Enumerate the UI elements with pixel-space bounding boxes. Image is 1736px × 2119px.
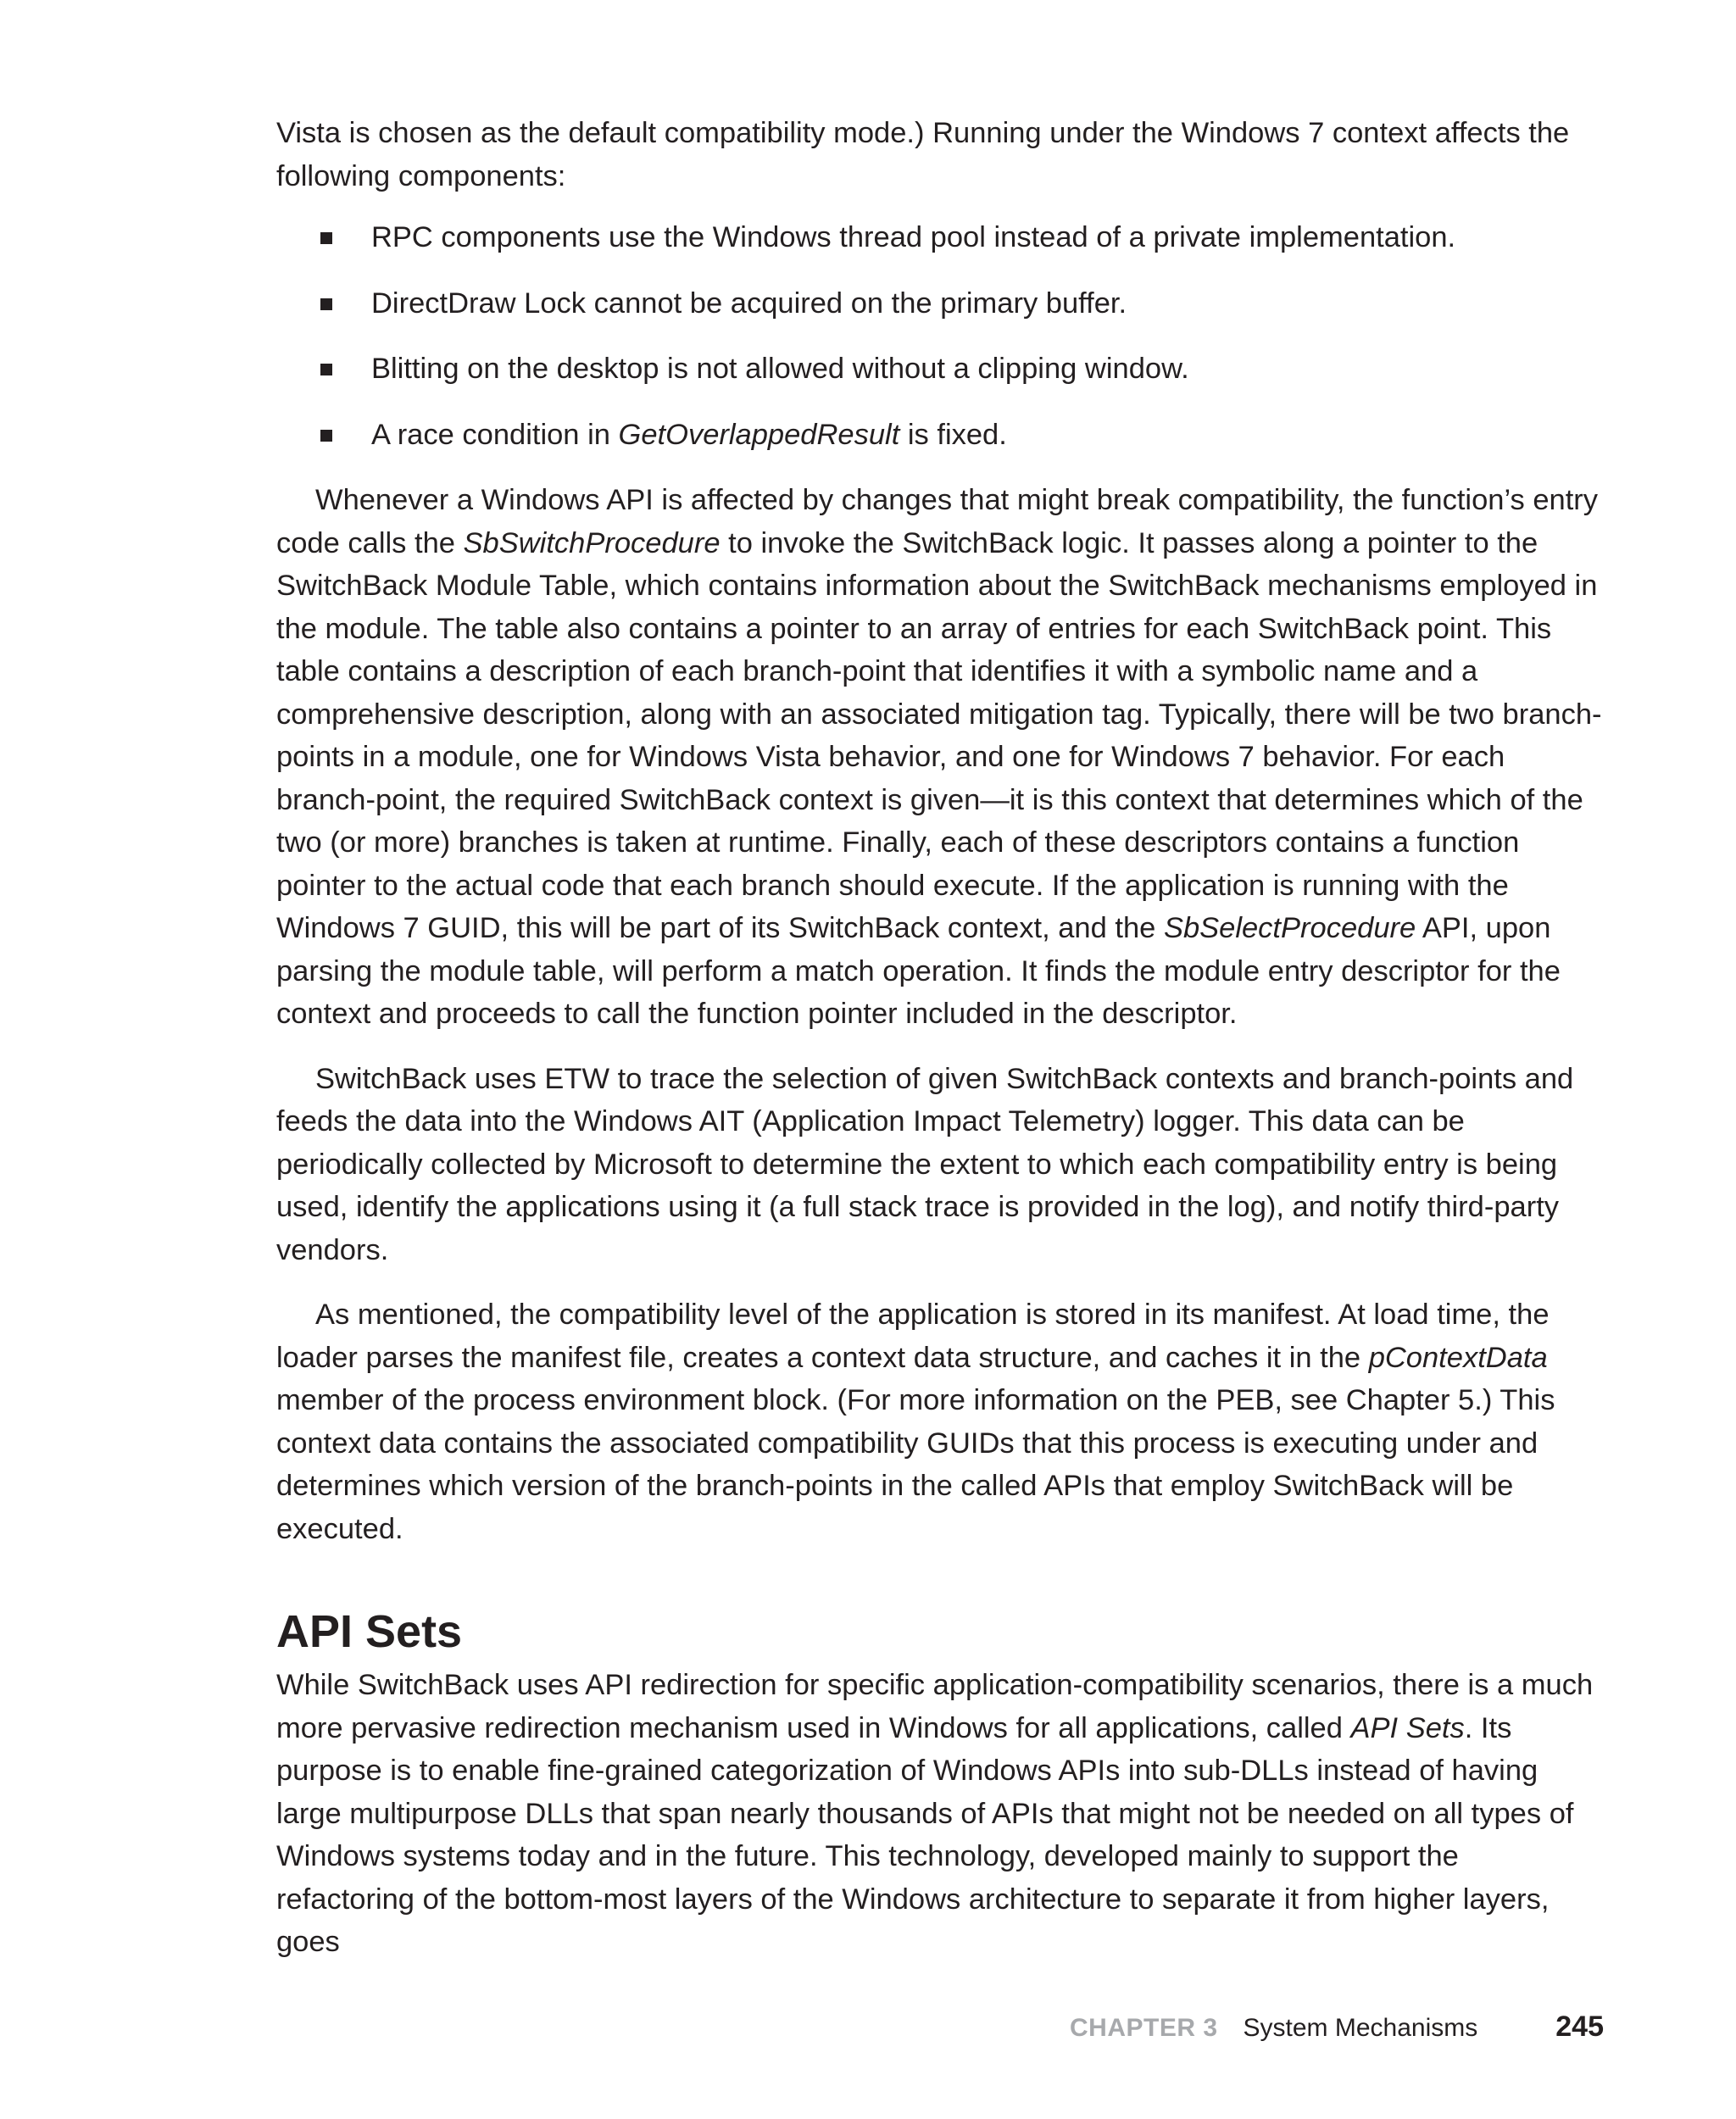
square-bullet-icon: [320, 232, 332, 244]
list-item: A race condition in GetOverlappedResult is fixed.: [276, 414, 1604, 457]
square-bullet-icon: [320, 364, 332, 375]
switchback-procedure-paragraph: Whenever a Windows API is affected by changes that might break compatibility, the function’s entry code calls the SbSwitchProcedure to invoke the SwitchBack logic. It passes along a pointer to the SwitchBack Module Table, which contains information about the SwitchBack mechanisms employed in the module. The table also contains a pointer to an array of entries for each SwitchBack point. This table contains a description of each branch-point that identifies it with a symbolic name and a comprehensive description, along with an associated mitigation tag. Typically, there will be two branch-points in a module, one for Windows Vista behavior, and one for Windows 7 behavior. For each branch-point, the required SwitchBack context is given—it is this context that determines which of the two (or more) branches is taken at runtime. Finally, each of these descriptors contains a function pointer to the actual code that each branch should execute. If the application is running with the Windows 7 GUID, this will be part of its SwitchBack context, and the SbSelectProcedure API, upon parsing the module table, will perform a match operation. It finds the module entry descriptor for the context and proceeds to call the function pointer included in the descriptor.: [276, 484, 1602, 1030]
intro-paragraph: Vista is chosen as the default compatibility mode.) Running under the Windows 7 context affects the following components:: [276, 117, 1570, 192]
list-item: Blitting on the desktop is not allowed without a clipping window.: [276, 348, 1604, 391]
square-bullet-icon: [320, 430, 332, 442]
square-bullet-icon: [320, 298, 332, 310]
page-body: [276, 112, 1604, 1986]
list-item: RPC components use the Windows thread pool instead of a private implementation.: [276, 216, 1604, 259]
page-number: 245: [1555, 2011, 1604, 2043]
page-footer: [1070, 2011, 1604, 2053]
switchback-etw-paragraph: SwitchBack uses ETW to trace the selection of given SwitchBack contexts and branch-points and feeds the data into the Windows AIT (Application Impact Telemetry) logger. This data can be periodically collected by Microsoft to determine the extent to which each compatibility entry is being used, identify the applications using it (a full stack trace is provided in the log), and notify third-party vendors.: [276, 1062, 1574, 1266]
api-sets-paragraph: While SwitchBack uses API redirection for specific application-compatibility scenarios, there is a much more pervasive redirection mechanism used in Windows for all applications, called API Sets. Its purpose is to enable fine-grained categorization of Windows APIs into sub-DLLs instead of having large multipurpose DLLs that span nearly thousands of APIs that might not be needed on all types of Windows systems today and in the future. This technology, developed mainly to support the refactoring of the bottom-most layers of the Windows architecture to separate it from higher layers, goes: [276, 1669, 1594, 1958]
compatibility-level-paragraph: As mentioned, the compatibility level of the application is stored in its manifest. At load time, the loader parses the manifest file, creates a context data structure, and caches it in the pContextData member of the process environment block. (For more information on the PEB, see Chapter 5.) This context data contains the associated compatibility GUIDs that this process is executing under and determines which version of the branch-points in the called APIs that employ SwitchBack will be executed.: [276, 1299, 1555, 1545]
list-item: DirectDraw Lock cannot be acquired on the primary buffer.: [276, 282, 1604, 325]
bullet-list: [276, 216, 1604, 456]
chapter-title: System Mechanisms: [1243, 2014, 1478, 2042]
chapter-label: CHAPTER 3: [1069, 2014, 1218, 2042]
section-heading: API Sets: [276, 1606, 463, 1657]
